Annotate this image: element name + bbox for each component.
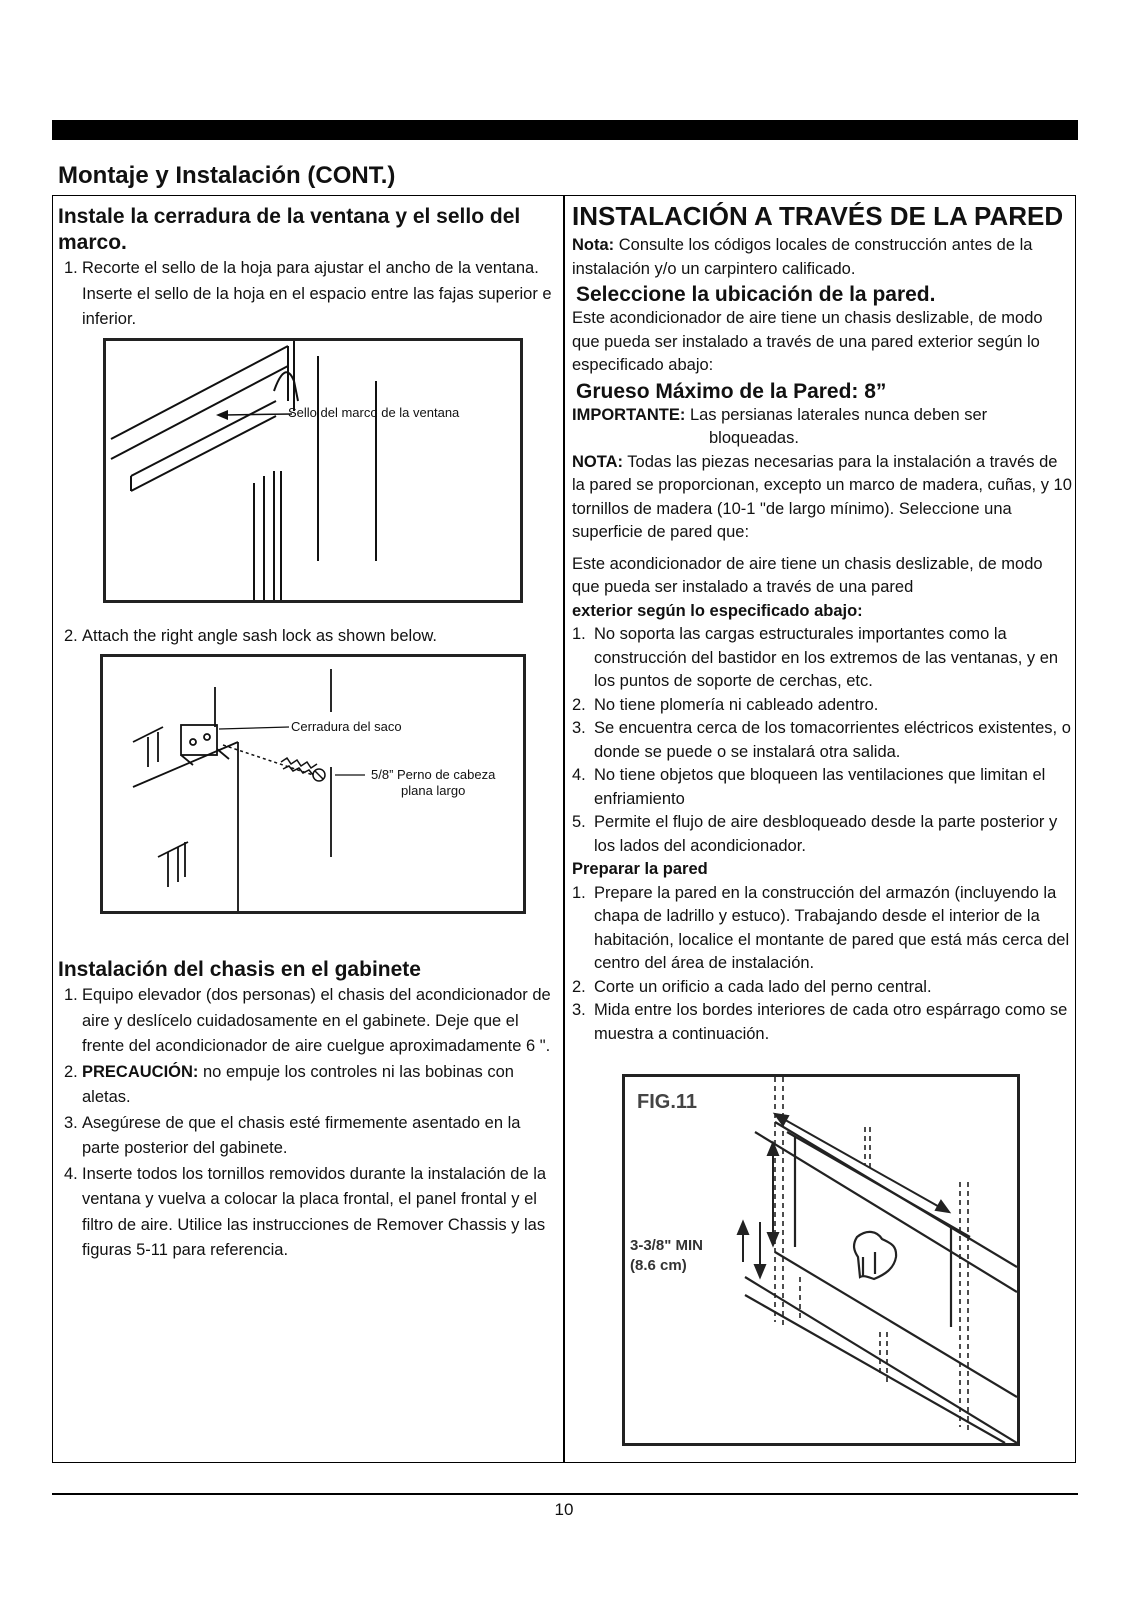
nota2-paragraph: NOTA: Todas las piezas necesarias para la instalación a través de la pared se proporcionan, excepto un marco de madera, cuñas, y 10 tornillos de madera (10-1 "de largo mínimo). Seleccione una superficie de pared que: — [572, 452, 1072, 541]
sash-lock-steps — [58, 624, 553, 650]
window-seal-drawing — [106, 341, 520, 600]
header-bar — [52, 120, 1078, 140]
screw-label-line1: 5/8” Perno de cabeza — [371, 767, 496, 782]
list-item: 2. Corte un orificio a cada lado del perno central. — [572, 977, 932, 996]
fig11-figure — [622, 1074, 1020, 1446]
fig11-dimension-line2: (8.6 cm) — [630, 1257, 687, 1274]
sash-lock-figure — [100, 654, 526, 914]
list-item: 5. Permite el flujo de aire desbloqueado desde la parte posterior y los lados del acondicionador. — [572, 813, 1058, 855]
list-item: 4. Inserte todos los tornillos removidos durante la instalación de la ventana y vuelva a colocar la placa frontal, el panel frontal y el filtro de aire. Utilice las instrucciones de Remover Chassis y las figuras 5-11 para referencia. — [64, 1164, 547, 1259]
step-2-block — [58, 624, 553, 650]
list-item: 1. Prepare la pared en la construcción del armazón (incluyendo la chapa de ladrillo y estuco). Trabajando desde el interior de la habitación, localice el montante de pared que está más cerca del centro del área de instalación. — [572, 883, 1070, 972]
wall-criteria-list — [572, 623, 1072, 858]
list-item: 2. PRECAUCIÓN: no empuje los controles ni las bobinas con aletas. — [64, 1062, 514, 1106]
chassis-paragraph-2: Este acondicionador de aire tiene un chasis deslizable, de modo que pueda ser instalado a través de una pared exterior según lo especificado abajo: — [572, 554, 1043, 620]
right-column — [572, 200, 1072, 1046]
list-item: 2. No tiene plomería ni cableado adentro. — [572, 695, 879, 714]
list-item: 1. No soporta las cargas estructurales importantes como la construcción del bastidor en los extremos de las ventanas, y en los puntos de soporte de cerchas, etc. — [572, 625, 1059, 690]
page-number: 10 — [554, 1500, 574, 1519]
chassis-section — [58, 957, 553, 1264]
subheading-location: Seleccione la ubicación de la pared. — [576, 283, 936, 306]
section-heading-wall: INSTALACIÓN A TRAVÉS DE LA PARED — [572, 201, 1064, 231]
screw-icon — [281, 758, 325, 781]
list-item: 1. Equipo elevador (dos personas) el chasis del acondicionador de aire y deslícelo cuidadosamente en el gabinete. Deje que el frente del acondicionador de aire cuelgue aproximadamente 6 ". — [64, 986, 551, 1055]
list-item: 3. Se encuentra cerca de los tomacorrientes eléctricos existentes, o donde se puede o se instalará otra salida. — [572, 719, 1071, 761]
list-item: 1. Recorte el sello de la hoja para ajustar el ancho de la ventana. Inserte el sello de la hoja en el espacio entre las fajas superior e inferior. — [64, 259, 552, 328]
column-divider — [563, 195, 565, 1463]
importante-paragraph: IMPORTANTE: Las persianas laterales nunca deben ser — [572, 405, 988, 424]
list-item: 3. Asegúrese de que el chasis esté firmemente asentado en la parte posterior del gabinete. — [64, 1113, 521, 1157]
window-seal-figure — [103, 338, 523, 603]
list-item: 2. Attach the right angle sash lock as shown below. — [64, 627, 437, 645]
footer-rule — [52, 1493, 1078, 1495]
screw-path-dashed — [223, 745, 313, 775]
nota-paragraph: Nota: Consulte los códigos locales de construcción antes de la instalación y/o un carpintero calificado. — [572, 236, 1033, 278]
prep-steps-list — [572, 882, 1072, 1047]
prep-heading: Preparar la pared — [572, 860, 708, 878]
chassis-steps — [58, 983, 553, 1264]
lock-callout-line — [219, 727, 289, 729]
section-heading-chassis: Instalación del chasis en el gabinete — [58, 958, 421, 981]
screw-label-line2: plana largo — [401, 783, 466, 798]
section-heading-window-lock: Instale la cerradura de la ventana y el sello del marco. — [58, 205, 521, 254]
subheading-wall-thickness: Grueso Máximo de la Pared: 8” — [576, 379, 887, 403]
fig11-dimension-line1: 3-3/8" MIN — [630, 1237, 703, 1254]
chassis-paragraph-1: Este acondicionador de aire tiene un chasis deslizable, de modo que pueda ser instalado a través de una pared exterior según lo especificado abajo: — [572, 309, 1043, 374]
dimension-arrows-icon — [738, 1114, 949, 1277]
seal-label: Sello del marco de la ventana — [288, 405, 460, 420]
importante-paragraph-cont: bloqueadas. — [709, 429, 799, 447]
list-item: 4. No tiene objetos que bloqueen las ventilaciones que limitan el enfriamiento — [572, 766, 1046, 808]
page-title: Montaje y Instalación (CONT.) — [58, 162, 396, 189]
left-column — [58, 204, 553, 333]
window-lock-steps — [58, 256, 553, 333]
seal-arrow-icon — [216, 410, 228, 420]
fig11-title: FIG.11 — [637, 1091, 698, 1113]
list-item: 3. Mida entre los bordes interiores de cada otro espárrago como se muestra a continuación. — [572, 1001, 1068, 1043]
lock-label: Cerradura del saco — [291, 719, 402, 734]
seal-callout-line — [224, 414, 292, 415]
